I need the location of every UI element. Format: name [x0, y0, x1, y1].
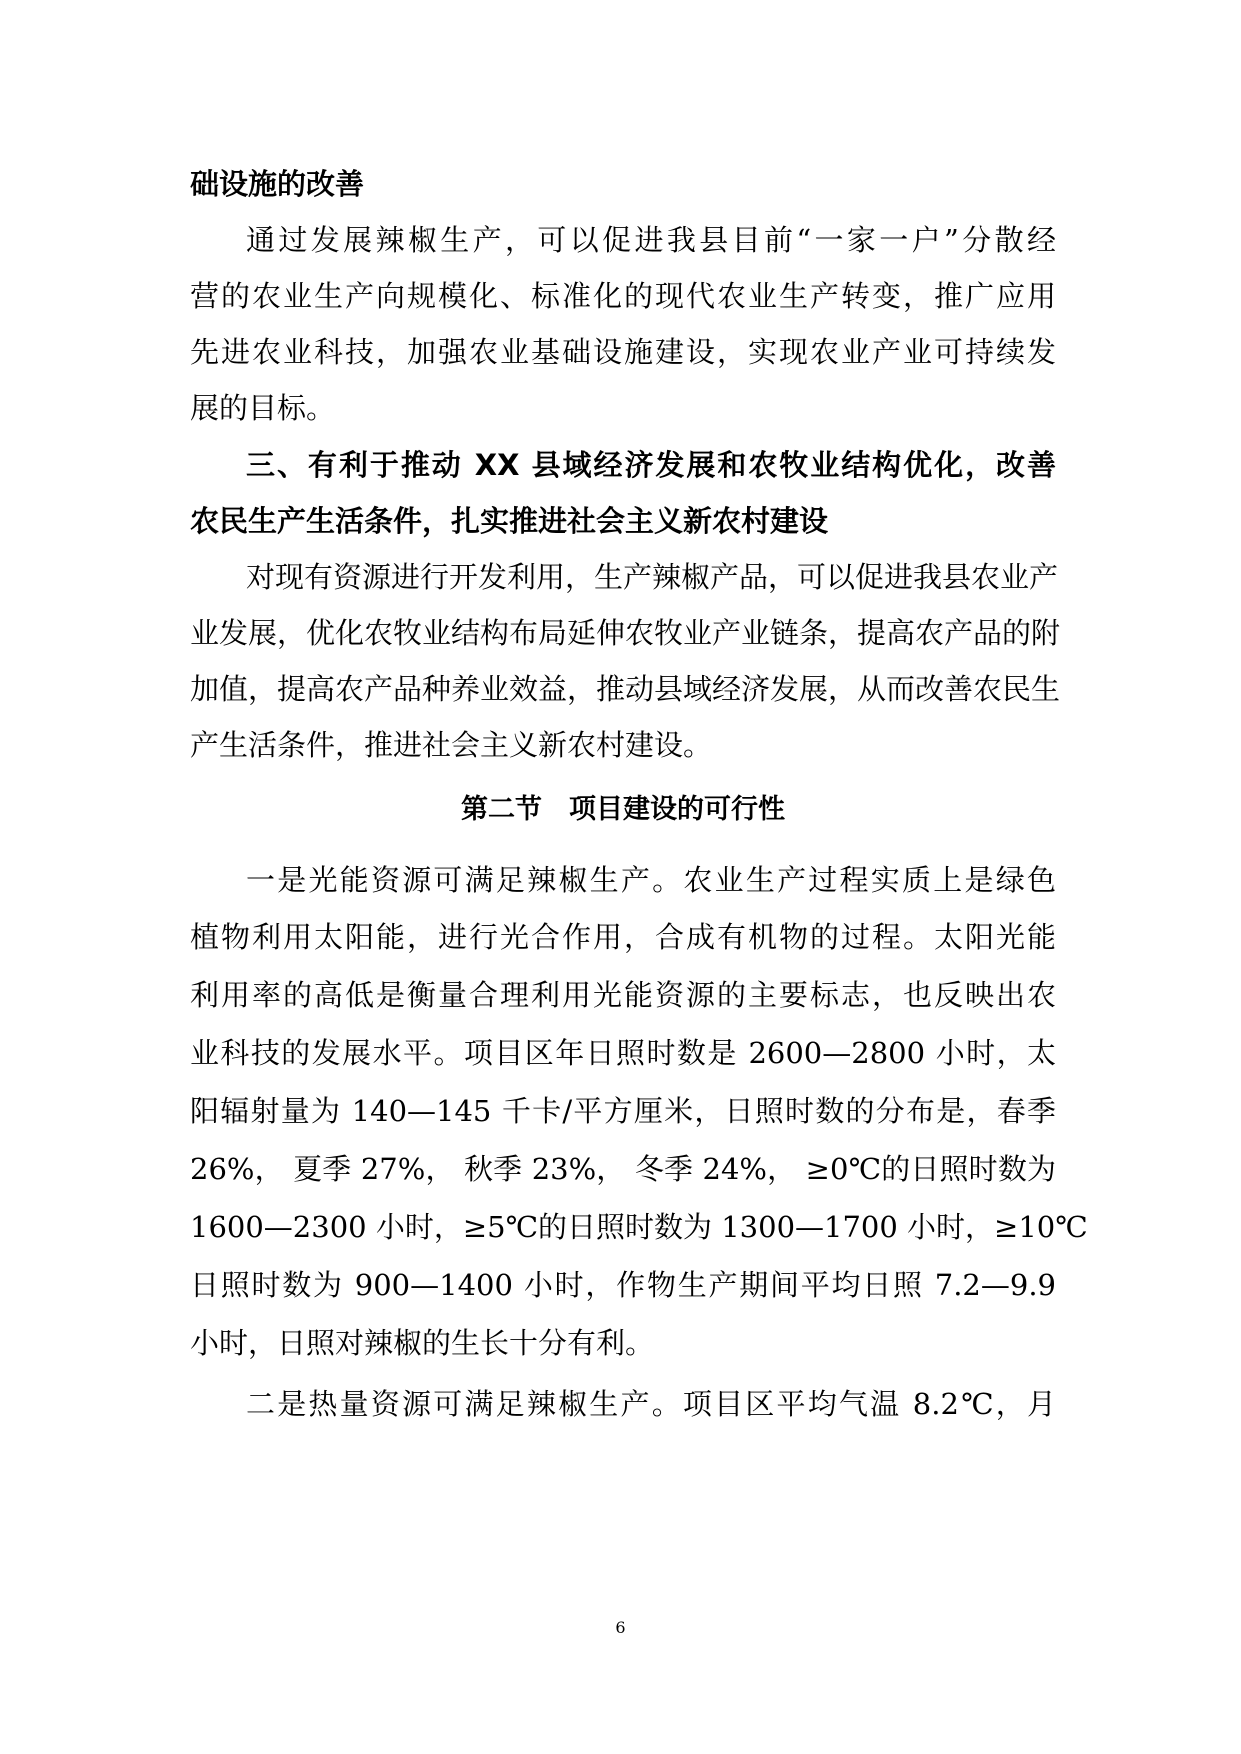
paragraph-line: 加值，提高农产品种养业效益，推动县域经济发展，从而改善农民生 — [190, 672, 1061, 706]
paragraph-line: 小时，日照对辣椒的生长十分有利。 — [190, 1326, 655, 1360]
section-heading: 农民生产生活条件，扎实推进社会主义新农村建设 — [190, 504, 829, 538]
paragraph-line: 二是热量资源可满足辣椒生产。项目区平均气温 8.2℃，月 — [246, 1387, 1056, 1421]
section-title: 第二节 项目建设的可行性 — [461, 794, 785, 825]
paragraph-line: 一是光能资源可满足辣椒生产。农业生产过程实质上是绿色 — [246, 863, 1056, 897]
paragraph-line: 通过发展辣椒生产，可以促进我县目前“一家一户”分散经 — [246, 223, 1056, 257]
paragraph-line: 利用率的高低是衡量合理利用光能资源的主要标志，也反映出农 — [190, 978, 1056, 1012]
paragraph-line: 展的目标。 — [190, 391, 336, 425]
paragraph-line: 日照时数为 900—1400 小时，作物生产期间平均日照 7.2—9.9 — [190, 1268, 1056, 1302]
paragraph-line: 产生活条件，推进社会主义新农村建设。 — [190, 728, 713, 762]
paragraph-line: 对现有资源进行开发利用，生产辣椒产品，可以促进我县农业产 — [246, 560, 1059, 594]
paragraph-line: 阳辐射量为 140—145 千卡/平方厘米，日照时数的分布是，春季 — [190, 1094, 1056, 1128]
section-heading: 三、有利于推动 XX 县域经济发展和农牧业结构优化，改善 — [246, 448, 1056, 482]
paragraph-line: 营的农业生产向规模化、标准化的现代农业生产转变，推广应用 — [190, 279, 1056, 313]
paragraph-line: 1600—2300 小时，≥5℃的日照时数为 1300—1700 小时，≥10℃ — [190, 1210, 1088, 1244]
page-number: 6 — [615, 1618, 626, 1637]
paragraph-line: 业科技的发展水平。项目区年日照时数是 2600—2800 小时，太 — [190, 1036, 1056, 1070]
paragraph-line: 业发展，优化农牧业结构布局延伸农牧业产业链条，提高农产品的附 — [190, 616, 1061, 650]
paragraph-line: 先进农业科技，加强农业基础设施建设，实现农业产业可持续发 — [190, 335, 1056, 369]
paragraph-continuation-heading: 础设施的改善 — [190, 167, 365, 201]
paragraph-line: 植物利用太阳能，进行光合作用，合成有机物的过程。太阳光能 — [190, 920, 1056, 954]
paragraph-line: 26%， 夏季 27%， 秋季 23%， 冬季 24%， ≥0℃的日照时数为 — [190, 1152, 1056, 1186]
